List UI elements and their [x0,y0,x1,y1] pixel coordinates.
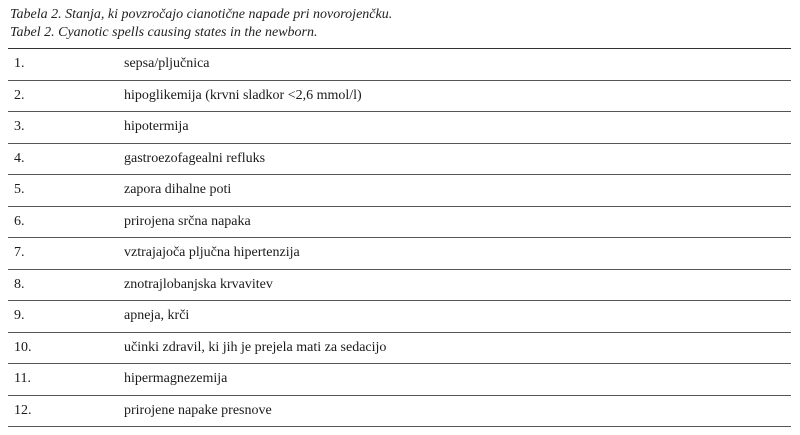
table-row [8,49,791,81]
row-number: 9. [14,308,25,324]
table-row [8,112,791,144]
row-condition: zapora dihalne poti [124,182,232,198]
row-condition: hipermagnezemija [124,371,228,387]
row-condition: apneja, krči [124,308,190,324]
row-number: 10. [14,339,32,355]
row-number: 1. [14,56,25,72]
row-condition: znotrajlobanjska krvavitev [124,276,273,292]
row-condition: gastroezofagealni refluks [124,150,266,166]
table-row [8,269,791,301]
table-caption [10,6,392,42]
row-number: 2. [14,87,25,103]
table-row [8,238,791,270]
row-number: 5. [14,182,25,198]
row-condition: hipoglikemija (krvni sladkor <2,6 mmol/l) [124,87,362,103]
table-row [8,395,791,427]
row-condition: prirojena srčna napaka [124,213,251,229]
row-condition: vztrajajoča pljučna hipertenzija [124,245,300,261]
row-number: 6. [14,213,25,229]
table-row [8,332,791,364]
row-condition: hipotermija [124,119,189,135]
row-number: 4. [14,150,25,166]
table-row [8,206,791,238]
caption-slovene: Tabela 2. Stanja, ki povzročajo cianotične napade pri novorojenčku. [10,7,393,22]
table-row [8,301,791,333]
table-row [8,143,791,175]
row-number: 11. [14,371,31,387]
row-condition: sepsa/pljučnica [124,56,210,72]
row-condition: prirojene napake presnove [124,402,272,418]
table-row [8,364,791,396]
table-row [8,80,791,112]
row-number: 8. [14,276,25,292]
conditions-table [8,48,791,427]
row-number: 3. [14,119,25,135]
row-number: 12. [14,402,32,418]
row-condition: učinki zdravil, ki jih je prejela mati za sedacijo [124,339,387,355]
table-row [8,175,791,207]
caption-english: Tabel 2. Cyanotic spells causing states in the newborn. [10,25,318,40]
row-number: 7. [14,245,25,261]
